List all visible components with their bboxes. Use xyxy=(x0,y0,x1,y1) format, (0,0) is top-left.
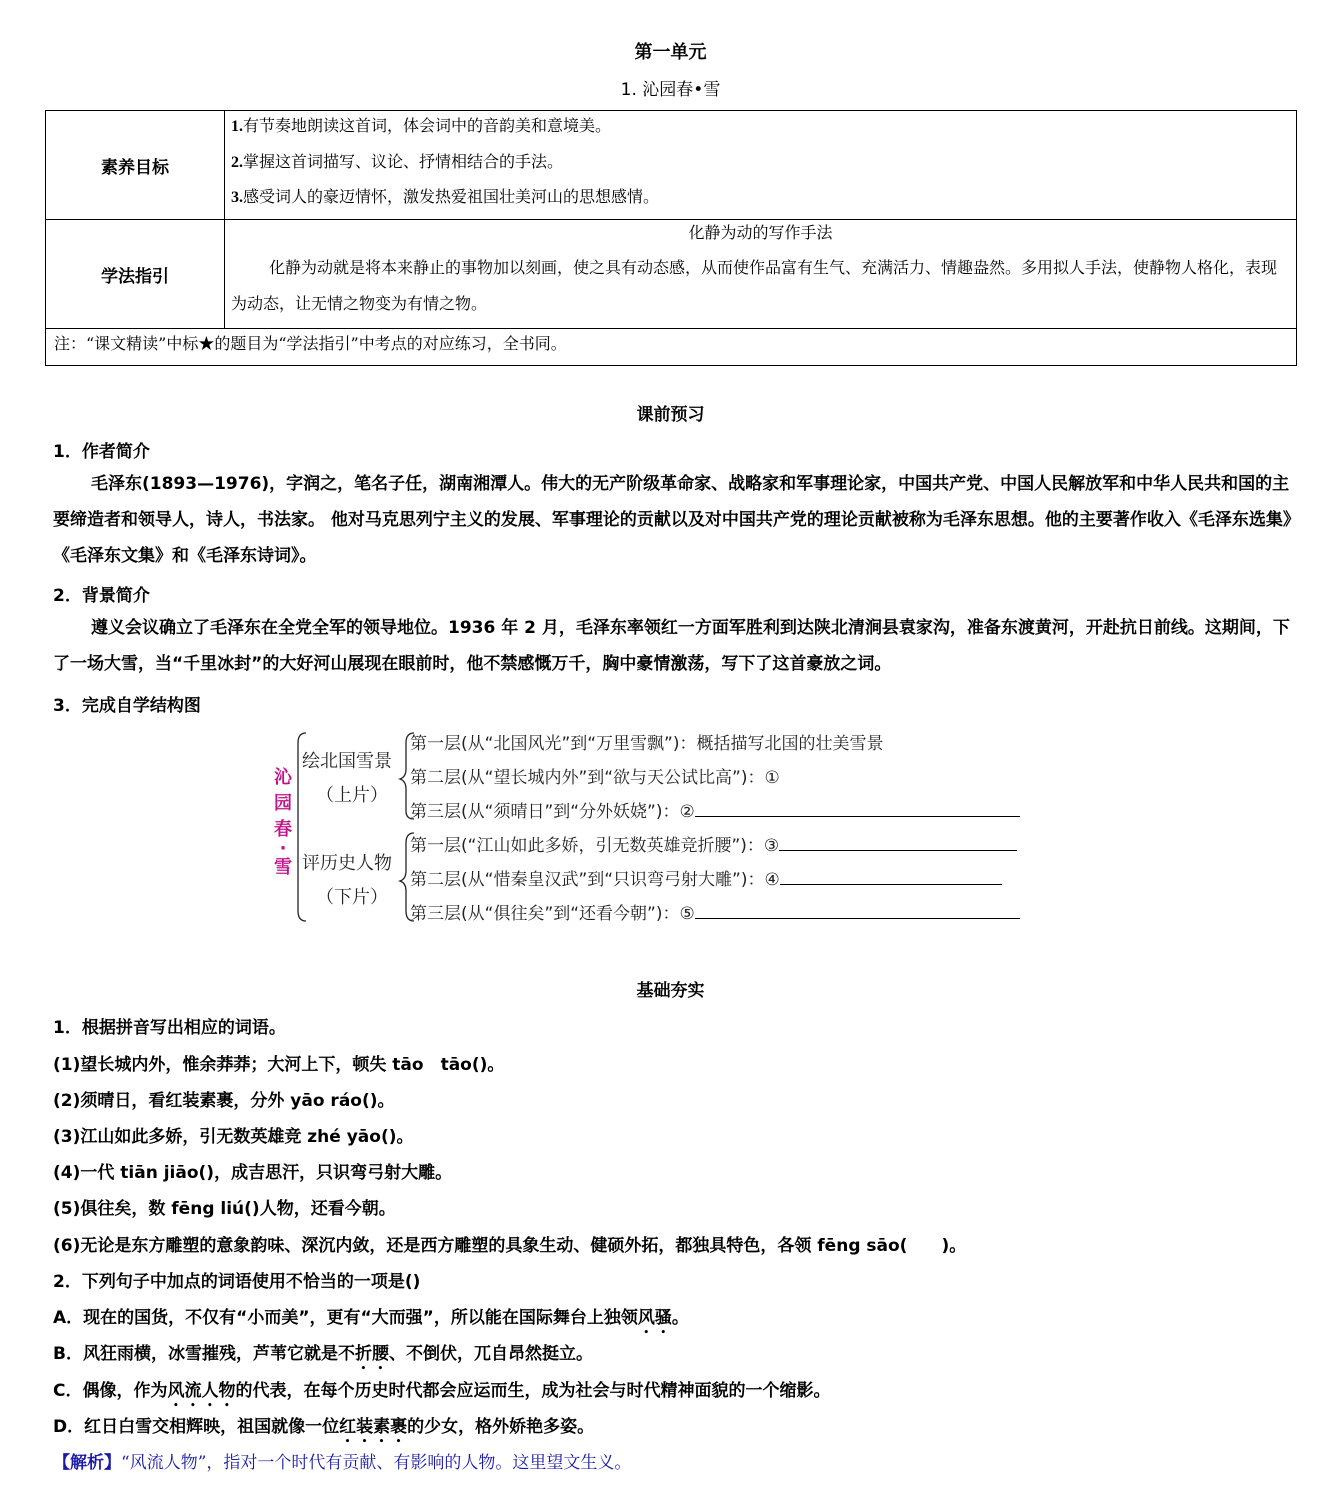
method-title: 化静为动的写作手法 xyxy=(688,223,833,242)
q1-item: (2)须晴日，看红装素裹，分外 yāo ráo()。 xyxy=(53,1091,395,1111)
goals-table xyxy=(45,110,1297,366)
q1-item: (4)一代 tiān jiāo()，成吉思汗，只识弯弓射大雕。 xyxy=(53,1163,453,1183)
goal-item: 1.有节奏地朗读这首词，体会词中的音韵美和意境美。 xyxy=(231,116,612,135)
lower-part-title: 评历史人物 xyxy=(302,853,392,874)
layer-lower-3: 第三层(从“俱往矣”到“还看今朝”)：⑤ xyxy=(410,899,1020,924)
goal-item: 2.掌握这首词描写、议论、抒情相结合的手法。 xyxy=(231,151,564,171)
option-a[interactable]: A．现在的国货，不仅有“小而美”，更有“大而强”，所以能在国际舞台上独领风骚。 xyxy=(53,1308,689,1328)
background-heading: 2．背景简介 xyxy=(53,586,150,606)
upper-part-sub: （上片） xyxy=(316,785,388,806)
option-d[interactable]: D．红日白雪交相辉映，祖国就像一位红装素裹的少女，格外娇艳多姿。 xyxy=(53,1417,595,1437)
blank-4 xyxy=(780,870,1002,885)
q1-item: (6)无论是东方雕塑的意象韵味、深沉内敛，还是西方雕塑的具象生动、健硕外拓，都独具特色，各领 fēng sāo( )。 xyxy=(53,1236,967,1256)
author-heading: 1．作者简介 xyxy=(53,442,150,462)
layer-upper-3: 第三层(从“须晴日”到“分外妖娆”)：② xyxy=(410,797,1020,822)
goals-list xyxy=(225,111,1297,220)
method-body: 化静为动就是将本来静止的事物加以刻画，使之具有动态感，从而使作品富有生气、充满活力、情趣盎然。多用拟人手法，使静物人格化，表现为动态，让无情之物变为有情之物。 xyxy=(231,258,1278,313)
preview-title: 课前预习 xyxy=(636,405,705,425)
author-paragraph: 毛泽东(1893—1976)，字润之，笔名子任，湖南湘潭人。伟大的无产阶级革命家、战略家和军事理论家，中国共产党、中国人民解放军和中华人民共和国的主要缔造者和领导人，诗人，书法家。 他对马克思列宁主义的发展、军事理论的贡献以及对中国共产党的理论贡献被称为毛泽东思想。他的主要著作收入《毛泽东选集》《毛泽东文集》和《毛泽东诗词》。 xyxy=(53,474,1292,566)
blank-2 xyxy=(695,802,1020,817)
diagram-heading: 3．完成自学结构图 xyxy=(53,696,201,716)
layer-lower-1: 第一层(“江山如此多娇，引无数英雄竞折腰”)：③ xyxy=(410,831,1017,856)
analysis-text: “风流人物”，指对一个时代有贡献、有影响的人物。这里望文生义。 xyxy=(121,1453,632,1473)
background-paragraph: 遵义会议确立了毛泽东在全党全军的领导地位。1936 年 2 月，毛泽东率领红一方面军胜利到达陕北清涧县袁家沟，准备东渡黄河，开赴抗日前线。这期间，下了一场大雪，当“千里冰封”的大好河山展现在眼前时，他不禁感慨万千，胸中豪情激荡，写下了这首豪放之词。 xyxy=(53,618,1290,674)
option-b[interactable]: B．风狂雨横，冰雪摧残，芦苇它就是不折腰、不倒伏，兀自昂然挺立。 xyxy=(53,1344,593,1364)
q1-item: (5)俱往矣，数 fēng liú()人物，还看今朝。 xyxy=(53,1199,396,1219)
blank-3 xyxy=(779,836,1017,851)
layer-lower-2: 第二层(从“惜秦皇汉武”到“只识弯弓射大雕”)：④ xyxy=(410,865,1002,890)
blank-5 xyxy=(695,904,1020,919)
q1-item: (1)望长城内外，惟余莽莽；大河上下，顿失 tāo tāo()。 xyxy=(53,1055,505,1075)
diagram-root: 沁 园 春 · 雪 xyxy=(274,767,292,878)
basics-title: 基础夯实 xyxy=(636,981,705,1001)
goals-label: 素养目标 xyxy=(46,111,225,220)
question-1: 1．根据拼音写出相应的词语。 xyxy=(53,1018,286,1038)
layer-upper-1: 第一层(从“北国风光”到“万里雪飘”)：概括描写北国的壮美雪景 xyxy=(410,734,884,754)
method-content xyxy=(225,220,1297,329)
lower-part-sub: （下片） xyxy=(316,887,388,908)
lesson-title: 1. 沁园春•雪 xyxy=(620,80,721,100)
upper-part-title: 绘北国雪景 xyxy=(302,751,392,772)
analysis-label: 【解析】 xyxy=(53,1453,121,1473)
structure-diagram xyxy=(260,725,1090,930)
goal-item: 3.感受词人的豪迈情怀，激发热爱祖国壮美河山的思想感情。 xyxy=(231,187,660,206)
analysis xyxy=(53,1448,631,1473)
option-c[interactable]: C．偶像，作为风流人物的代表，在每个历史时代都会应运而生，成为社会与时代精神面貌的一个缩影。 xyxy=(53,1381,831,1401)
table-note: 注：“课文精读”中标★的题目为“学法指引”中考点的对应练习，全书同。 xyxy=(46,329,1297,366)
method-label: 学法指引 xyxy=(46,220,225,329)
question-2: 2．下列句子中加点的词语使用不恰当的一项是() xyxy=(53,1272,421,1292)
layer-upper-2: 第二层(从“望长城内外”到“欲与天公试比高”)：① xyxy=(410,768,780,788)
unit-title: 第一单元 xyxy=(634,42,707,63)
q1-item: (3)江山如此多娇，引无数英雄竞 zhé yāo()。 xyxy=(53,1127,414,1147)
